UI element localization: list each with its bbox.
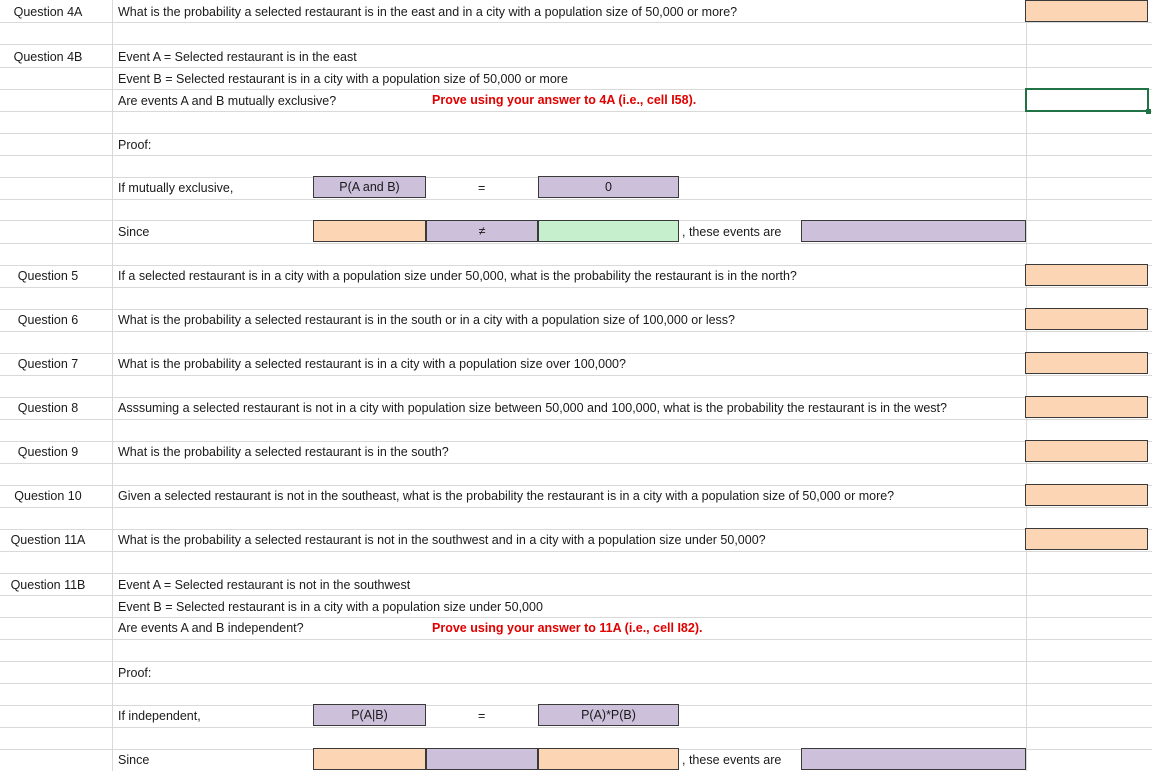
row-divider — [0, 375, 1152, 376]
question-8-label: Question 8 — [17, 401, 79, 415]
question-4b-equals-sign: = — [478, 181, 486, 195]
question-8-text: Asssuming a selected restaurant is not in a city with population size between 50,000 and 100,000, what is the probability the restaurant is in the west? — [118, 401, 947, 415]
row-divider — [0, 44, 1152, 45]
question-4b-conclusion-cell[interactable] — [801, 220, 1026, 242]
row-divider — [0, 485, 1152, 486]
question-11b-instruction: Prove using your answer to 11A (i.e., cell I82). — [432, 621, 703, 635]
question-6-text: What is the probability a selected restaurant is in the south or in a city with a population size of 100,000 or less? — [118, 313, 736, 327]
row-divider — [0, 265, 1152, 266]
row-divider — [0, 727, 1152, 728]
question-11b-proof-label: Proof: — [118, 666, 152, 680]
question-4b-since-value-cell[interactable] — [313, 220, 426, 242]
row-divider — [0, 397, 1152, 398]
row-divider — [0, 243, 1152, 244]
question-6-label: Question 6 — [17, 313, 79, 327]
question-11b-relation-cell[interactable] — [426, 748, 538, 770]
question-11b-since-value-cell[interactable] — [313, 748, 426, 770]
row-divider — [0, 22, 1152, 23]
question-4b-if-label: If mutually exclusive, — [118, 181, 234, 195]
row-divider — [0, 309, 1152, 310]
row-divider — [0, 617, 1152, 618]
question-11b-event-b: Event B = Selected restaurant is in a city with a population size under 50,000 — [118, 600, 543, 614]
row-divider — [0, 353, 1152, 354]
question-11a-answer-cell[interactable] — [1025, 528, 1148, 550]
question-11b-conclusion-cell[interactable] — [801, 748, 1026, 770]
row-divider — [0, 683, 1152, 684]
question-4a-label: Question 4A — [13, 5, 83, 19]
question-7-text: What is the probability a selected restaurant is in a city with a population size over 100,000? — [118, 357, 626, 371]
row-divider — [0, 133, 1152, 134]
question-4b-instruction: Prove using your answer to 4A (i.e., cell I58). — [432, 93, 697, 107]
row-divider — [0, 639, 1152, 640]
question-4b-event-a: Event A = Selected restaurant is in the east — [118, 50, 357, 64]
question-6-answer-cell[interactable] — [1025, 308, 1148, 330]
row-divider — [0, 199, 1152, 200]
question-5-text: If a selected restaurant is in a city with a population size under 50,000, what is the probability the restaurant is in the north? — [118, 269, 797, 283]
question-8-answer-cell[interactable] — [1025, 396, 1148, 418]
column-divider — [112, 0, 113, 771]
question-9-answer-cell[interactable] — [1025, 440, 1148, 462]
row-divider — [0, 551, 1152, 552]
question-10-answer-cell[interactable] — [1025, 484, 1148, 506]
question-7-label: Question 7 — [17, 357, 79, 371]
fill-handle[interactable] — [1146, 109, 1151, 114]
question-4b-event-b: Event B = Selected restaurant is in a city with a population size of 50,000 or more — [118, 72, 568, 86]
question-5-answer-cell[interactable] — [1025, 264, 1148, 286]
question-11b-events-are-label: , these events are — [682, 753, 782, 767]
question-10-label: Question 10 — [14, 489, 82, 503]
question-11b-since-label: Since — [118, 753, 150, 767]
question-4b-not-equal-cell[interactable]: ≠ — [426, 220, 538, 242]
row-divider — [0, 89, 1152, 90]
question-4b-formula-cell[interactable]: P(A and B) — [313, 176, 426, 198]
selected-cell[interactable] — [1025, 88, 1149, 112]
row-divider — [0, 573, 1152, 574]
question-5-label: Question 5 — [17, 269, 79, 283]
question-11a-text: What is the probability a selected restaurant is not in the southwest and in a city with a population size under 50,000? — [118, 533, 766, 547]
question-4b-since-label: Since — [118, 225, 150, 239]
question-10-text: Given a selected restaurant is not in the southeast, what is the probability the restaurant is in a city with a population size of 50,000 or more? — [118, 489, 895, 503]
question-9-text: What is the probability a selected restaurant is in the south? — [118, 445, 449, 459]
question-4b-events-are-label: , these events are — [682, 225, 782, 239]
question-11b-compare-cell[interactable] — [538, 748, 679, 770]
row-divider — [0, 419, 1152, 420]
question-11b-formula-left-cell[interactable]: P(A|B) — [313, 704, 426, 726]
question-4a-text: What is the probability a selected restaurant is in the east and in a city with a population size of 50,000 or more? — [118, 5, 738, 19]
row-divider — [0, 331, 1152, 332]
question-4b-compare-cell[interactable] — [538, 220, 679, 242]
question-4b-question: Are events A and B mutually exclusive? — [118, 94, 337, 108]
question-11b-formula-right-cell[interactable]: P(A)*P(B) — [538, 704, 679, 726]
row-divider — [0, 463, 1152, 464]
question-9-label: Question 9 — [17, 445, 79, 459]
row-divider — [0, 595, 1152, 596]
row-divider — [0, 507, 1152, 508]
question-4b-proof-label: Proof: — [118, 138, 152, 152]
row-divider — [0, 111, 1152, 112]
question-11b-if-label: If independent, — [118, 709, 201, 723]
question-11b-label: Question 11B — [10, 578, 86, 592]
column-divider — [1026, 0, 1027, 771]
row-divider — [0, 661, 1152, 662]
question-11b-event-a: Event A = Selected restaurant is not in the southwest — [118, 578, 411, 592]
row-divider — [0, 67, 1152, 68]
row-divider — [0, 287, 1152, 288]
question-4b-label: Question 4B — [13, 50, 83, 64]
question-11b-equals-sign: = — [478, 709, 486, 723]
row-divider — [0, 441, 1152, 442]
question-7-answer-cell[interactable] — [1025, 352, 1148, 374]
question-11b-question: Are events A and B independent? — [118, 621, 304, 635]
row-divider — [0, 529, 1152, 530]
question-11a-label: Question 11A — [10, 533, 86, 547]
question-4b-value-cell[interactable]: 0 — [538, 176, 679, 198]
row-divider — [0, 155, 1152, 156]
question-4a-answer-cell[interactable] — [1025, 0, 1148, 22]
